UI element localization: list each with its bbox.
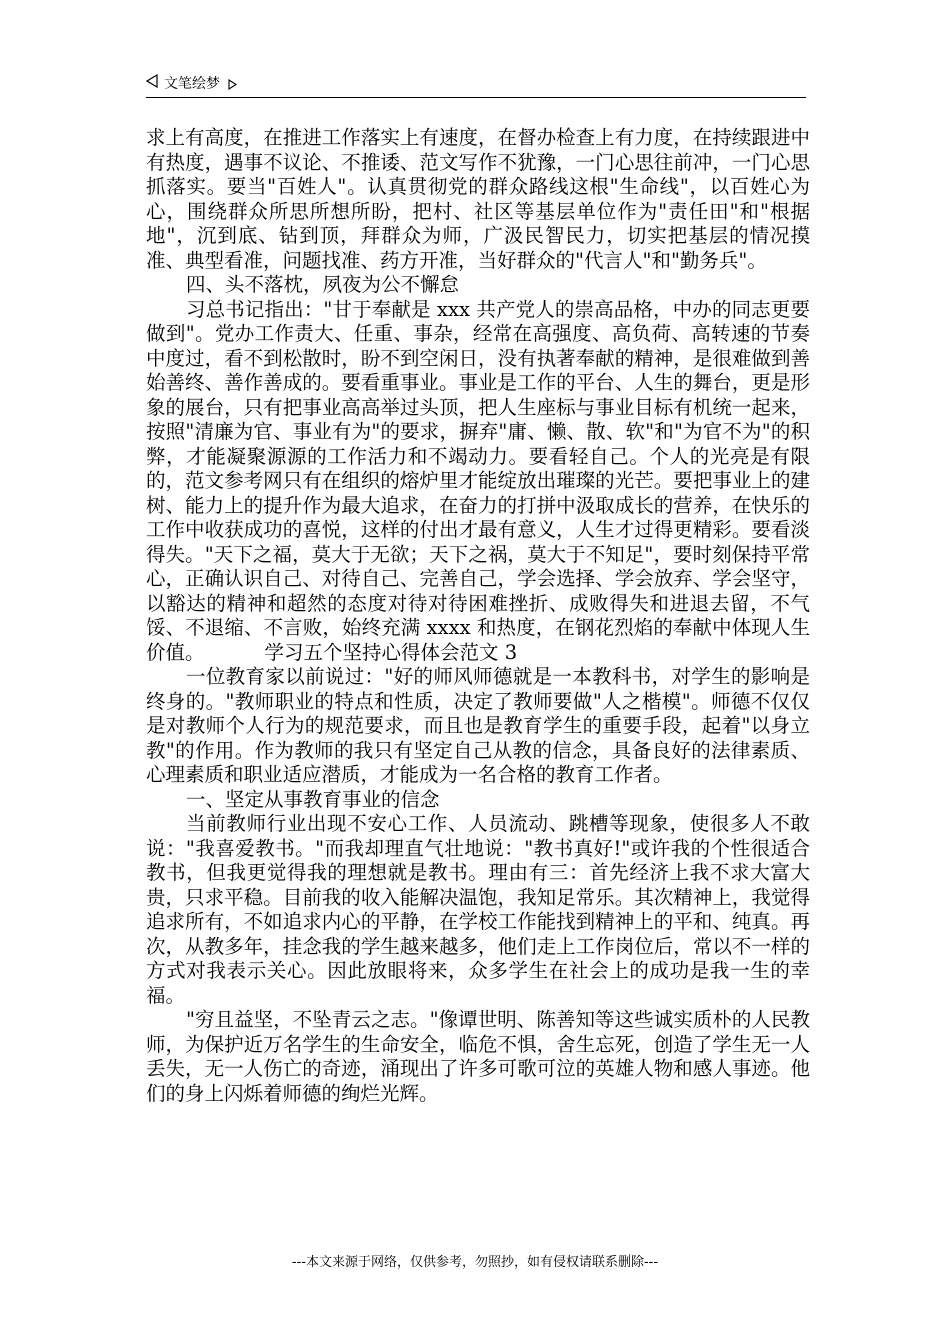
document-body bbox=[146, 126, 810, 1106]
paragraph bbox=[146, 298, 810, 666]
triangle-left-icon bbox=[146, 74, 158, 94]
header-brand: 文笔绘梦 bbox=[164, 76, 220, 92]
header-divider bbox=[146, 97, 806, 98]
page-footer: ---本文来源于网络，仅供参考，勿照抄，如有侵权请联系删除--- bbox=[291, 1255, 659, 1270]
article-title: 学习五个坚持心得体会范文 3 bbox=[264, 640, 518, 664]
paragraph-text: 习总书记指出："甘于奉献是 xxx 共产党人的崇高品格，中办的同志更要做到"。党办工作责大、任重、事杂，经常在高强度、高负荷、高转速的节奏中度过，看不到松散时，盼不到空闲日，没有执著奉献的精神，是很难做到善始善终、善作善成的。要看重事业。事业是工作的平台、人生的舞台，更是形象的展台，只有把事业高高举过头顶，把人生座标与事业目标有机统一起来，按照"清廉为官、事业有为"的要求，摒弃"庸、懒、散、软"和"为官不为"的积弊，才能凝聚源源的工作活力和不竭动力。要看轻自己。个人的光亮是有限的，范文参考网只有在组织的熔炉里才能绽放出璀璨的光芒。要把事业上的建树、能力上的提升作为最大追求，在奋力的打拼中汲取成长的营养，在快乐的工作中收获成功的喜悦，这样的付出才最有意义，人生才过得更精彩。要看淡得失。"天下之福，莫大于无欲；天下之祸，莫大于不知足"，要时刻保持平常心，正确认识自己、对待自己、完善自己，学会选择、学会放弃、学会坚守，以豁达的精神和超然的态度对待对待困难挫折、成败得失和进退去留，不气馁、不退缩、不言败，始终充满 xxxx 和热度，在钢花烈焰的奉献中体现人生价值。 bbox=[146, 297, 810, 664]
triangle-right-icon bbox=[228, 76, 237, 96]
paragraph: 当前教师行业出现不安心工作、人员流动、跳槽等现象，使很多人不敢说："我喜爱教书。"而我却理直气壮地说："教书真好!"或许我的个性很适合教书，但我更觉得我的理想就是教书。理由有三：首先经济上我不求大富大贵，只求平稳。目前我的收入能解决温饱，我知足常乐。其次精神上，我觉得追求所有，不如追求内心的平静，在学校工作能找到精神上的平和、纯真。再次，从教多年，挂念我的学生越来越多，他们走上工作岗位后，常以不一样的方式对我表示关心。因此放眼将来，众多学生在社会上的成功是我一生的幸福。 bbox=[146, 812, 810, 1007]
paragraph: "穷且益坚，不坠青云之志。"像谭世明、陈善知等这些诚实质朴的人民教师，为保护近万名学生的生命安全，临危不惧，舍生忘死，创造了学生无一人丢失，无一人伤亡的奇迹，涌现出了许多可歌可泣的英雄人物和感人事迹。他们的身上闪烁着师德的绚烂光辉。 bbox=[146, 1008, 810, 1105]
page-header bbox=[146, 74, 806, 98]
section-heading-4: 四、头不落枕，夙夜为公不懈怠 bbox=[186, 273, 460, 296]
section-heading-1: 一、坚定从事教育事业的信念 bbox=[186, 787, 440, 811]
paragraph: 一位教育家以前说过："好的师风师德就是一本教科书，对学生的影响是终身的。"教师职业的特点和性质，决定了教师要做"人之楷模"。师德不仅仅是对教师个人行为的规范要求，而且也是教育学生的重要手段，起着"以身立教"的作用。作为教师的我只有坚定自己从教的信念，具备良好的法律素质、心理素质和职业适应潜质，才能成为一名合格的教育工作者。 bbox=[146, 665, 810, 786]
paragraph-continued: 求上有高度，在推进工作落实上有速度，在督办检查上有力度，在持续跟进中有热度，遇事不议论、不推诿、范文写作不犹豫，一门心思往前冲，一门心思抓落实。要当"百姓人"。认真贯彻党的群众路线这根"生命线"，以百姓心为心，围绕群众所思所想所盼，把村、社区等基层单位作为"责任田"和"根据地"，沉到底、钻到顶，拜群众为师，广汲民智民力，切实把基层的情况摸准、典型看准，问题找准、药方开准，当好群众的"代言人"和"勤务兵"。 bbox=[146, 126, 810, 272]
